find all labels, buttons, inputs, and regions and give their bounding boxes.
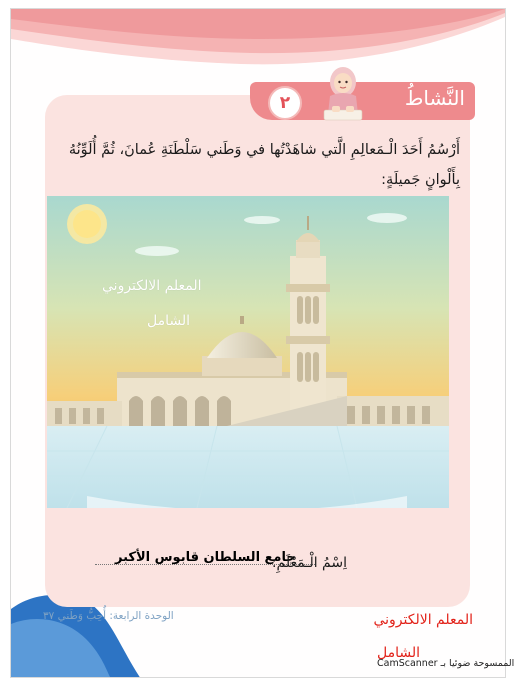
camscanner-caption: الممسوحة ضوئيا بـ CamScanner [377, 658, 515, 669]
page-footer: الوحدة الرابعة: أُحِبُّ وَطَني ٣٧ [43, 610, 174, 622]
instruction-line-1: أَرْسُمُ أَحَدَ الْـمَعالِمِ الَّتي شاهَدْتُها في وَطَني سَلْطَنَةِ عُمانَ، ثُمَّ أُلَوِّنُهُ [68, 142, 460, 158]
instruction-line-2: بِأَلْوانٍ جَميلَةٍ: [381, 172, 460, 188]
red-watermark-line-2: الشامل [376, 645, 420, 661]
mosque-picture [47, 196, 449, 508]
landmark-name-label: اِسْمُ الْـمَعْلَمِ: [271, 555, 347, 571]
image-watermark-line-1: المعلم الالكتروني [102, 278, 202, 294]
image-watermark-line-2: الشامل [147, 313, 191, 329]
student-girl-illustration [318, 62, 368, 124]
activity-instruction [50, 135, 460, 195]
activity-title: النَّشاطُ [404, 86, 465, 110]
activity-number: ٢ [268, 86, 302, 120]
red-watermark-line-1: المعلم الالكتروني [373, 612, 473, 628]
landmark-name-answer: جامع السلطان قابوس الأكبر [115, 550, 296, 565]
mosque-scene [47, 196, 449, 508]
